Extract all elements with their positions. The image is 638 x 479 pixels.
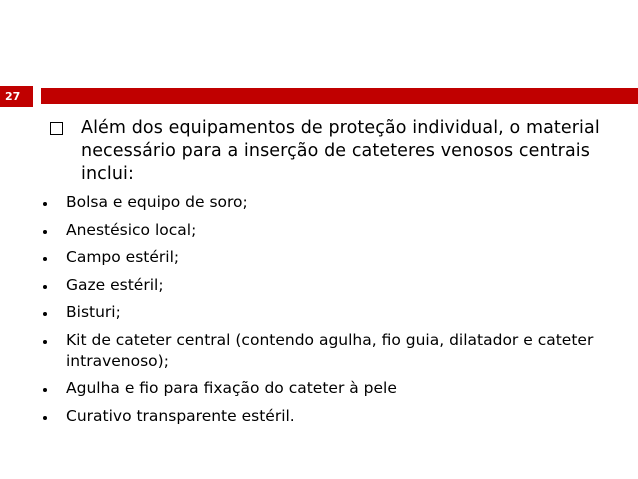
- list-item: Campo estéril;: [38, 247, 618, 268]
- list-item: Anestésico local;: [38, 220, 618, 241]
- list-item: Gaze estéril;: [38, 275, 618, 296]
- bullet-dot-icon: [43, 340, 47, 344]
- list-item: Curativo transparente estéril.: [38, 406, 618, 427]
- bullet-dot-icon: [43, 230, 47, 234]
- bullet-dot-icon: [43, 416, 47, 420]
- bullet-dot-icon: [43, 285, 47, 289]
- list-item: Agulha e fio para fixação do cateter à pele: [38, 378, 618, 399]
- intro-paragraph: [38, 117, 618, 186]
- slide-number: 27: [0, 86, 33, 107]
- bullet-dot-icon: [43, 257, 47, 261]
- list-item: Bolsa e equipo de soro;: [38, 192, 618, 213]
- bullet-dot-icon: [43, 202, 47, 206]
- list-item: Bisturi;: [38, 302, 618, 323]
- slide-content: [38, 117, 618, 433]
- materials-list: [38, 192, 618, 427]
- intro-text: Além dos equipamentos de proteção individual, o material necessário para a inserção de cateteres venosos centrais inclui:: [81, 118, 600, 184]
- bullet-dot-icon: [43, 388, 47, 392]
- bullet-dot-icon: [43, 312, 47, 316]
- list-item: Kit de cateter central (contendo agulha, fio guia, dilatador e cateter intravenoso);: [38, 330, 618, 372]
- header-bar: [41, 88, 638, 104]
- square-bullet-icon: [50, 122, 63, 135]
